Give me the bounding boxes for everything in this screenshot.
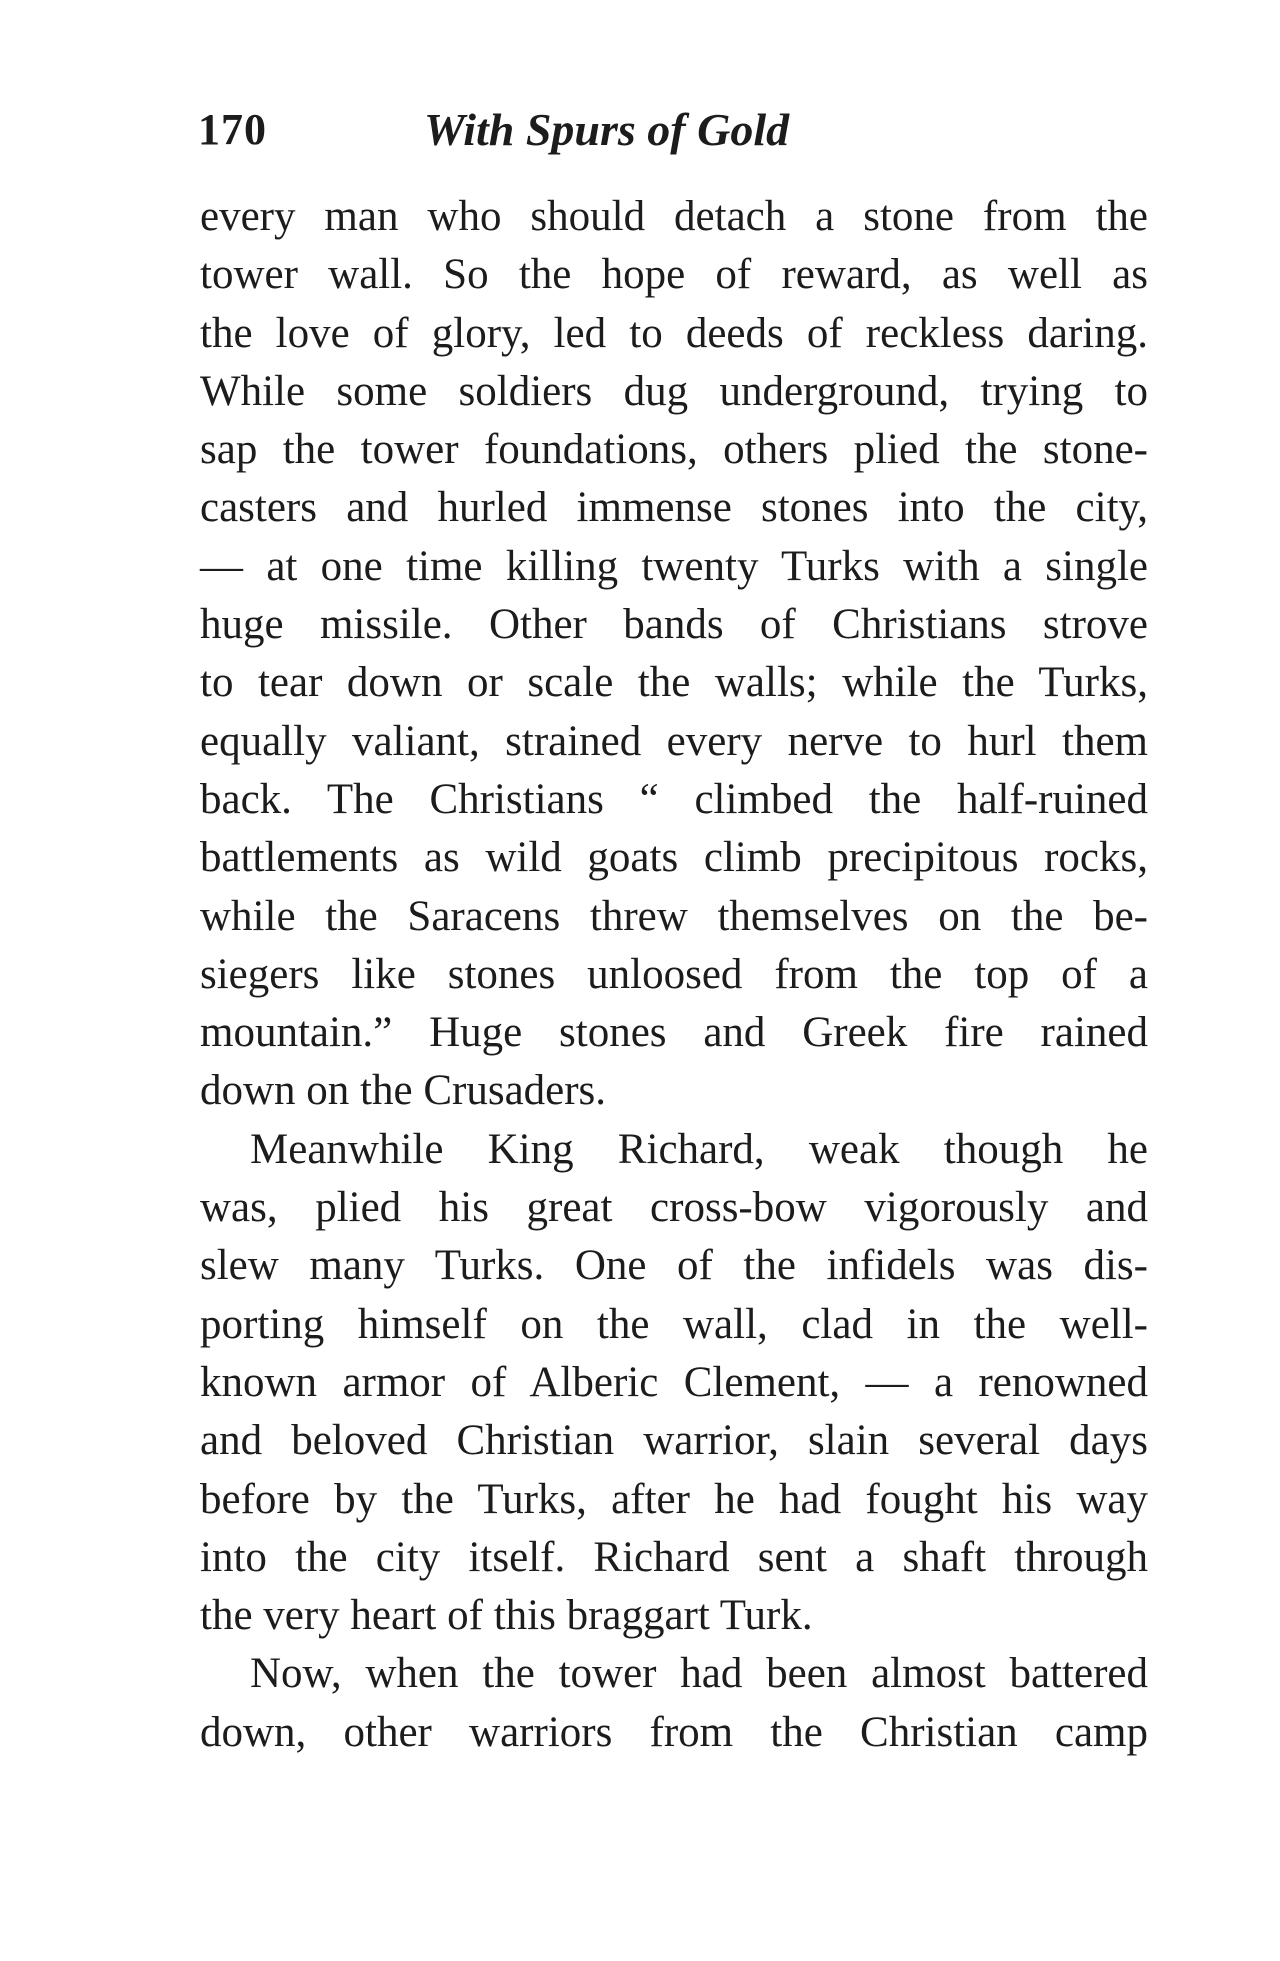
text-line: siegers like stones unloosed from the top of a [200,950,1148,998]
text-line: — at one time killing twenty Turks with a single [200,542,1148,590]
text-line: mountain.” Huge stones and Greek fire rained [200,1009,1148,1057]
page-number: 170 [198,105,267,154]
text-line: While some soldiers dug underground, trying to [200,367,1148,415]
text-line: tower wall. So the hope of reward, as well as [200,251,1148,299]
text-line: was, plied his great cross-bow vigorously and [200,1184,1148,1232]
text-line: before by the Turks, after he had fought his way [200,1475,1148,1523]
text-line: casters and hurled immense stones into the city, [200,484,1148,532]
text-line: every man who should detach a stone from the [200,193,1148,240]
paragraph-end-line: the very heart of this braggart Turk. [200,1592,813,1640]
text-line: down, other warriors from the Christian camp [200,1708,1148,1756]
paragraph-start-line: Meanwhile King Richard, weak though he [250,1125,1148,1173]
text-line: sap the tower foundations, others plied the stone- [200,426,1148,474]
text-line: and beloved Christian warrior, slain several days [200,1417,1148,1465]
running-title: With Spurs of Gold [424,104,790,155]
text-line: slew many Turks. One of the infidels was dis- [200,1242,1148,1290]
text-line: into the city itself. Richard sent a shaft through [200,1533,1148,1581]
text-line: to tear down or scale the walls; while the Turks, [200,659,1148,707]
body-text [200,188,1148,1762]
text-line: known armor of Alberic Clement, — a renowned [200,1358,1148,1406]
paragraph-start-line: Now, when the tower had been almost battered [250,1650,1148,1698]
text-line: porting himself on the wall, clad in the well- [200,1300,1148,1348]
text-line: huge missile. Other bands of Christians strove [200,601,1148,649]
running-head [198,100,1148,160]
text-line: the love of glory, led to deeds of reckless daring. [200,309,1148,357]
text-line: while the Saracens threw themselves on the be- [200,892,1148,940]
text-line: battlements as wild goats climb precipitous rocks, [200,834,1148,882]
paragraph-end-line: down on the Crusaders. [200,1067,607,1115]
text-line: equally valiant, strained every nerve to hurl them [200,717,1148,765]
text-line: back. The Christians “ climbed the half-ruined [200,775,1148,823]
